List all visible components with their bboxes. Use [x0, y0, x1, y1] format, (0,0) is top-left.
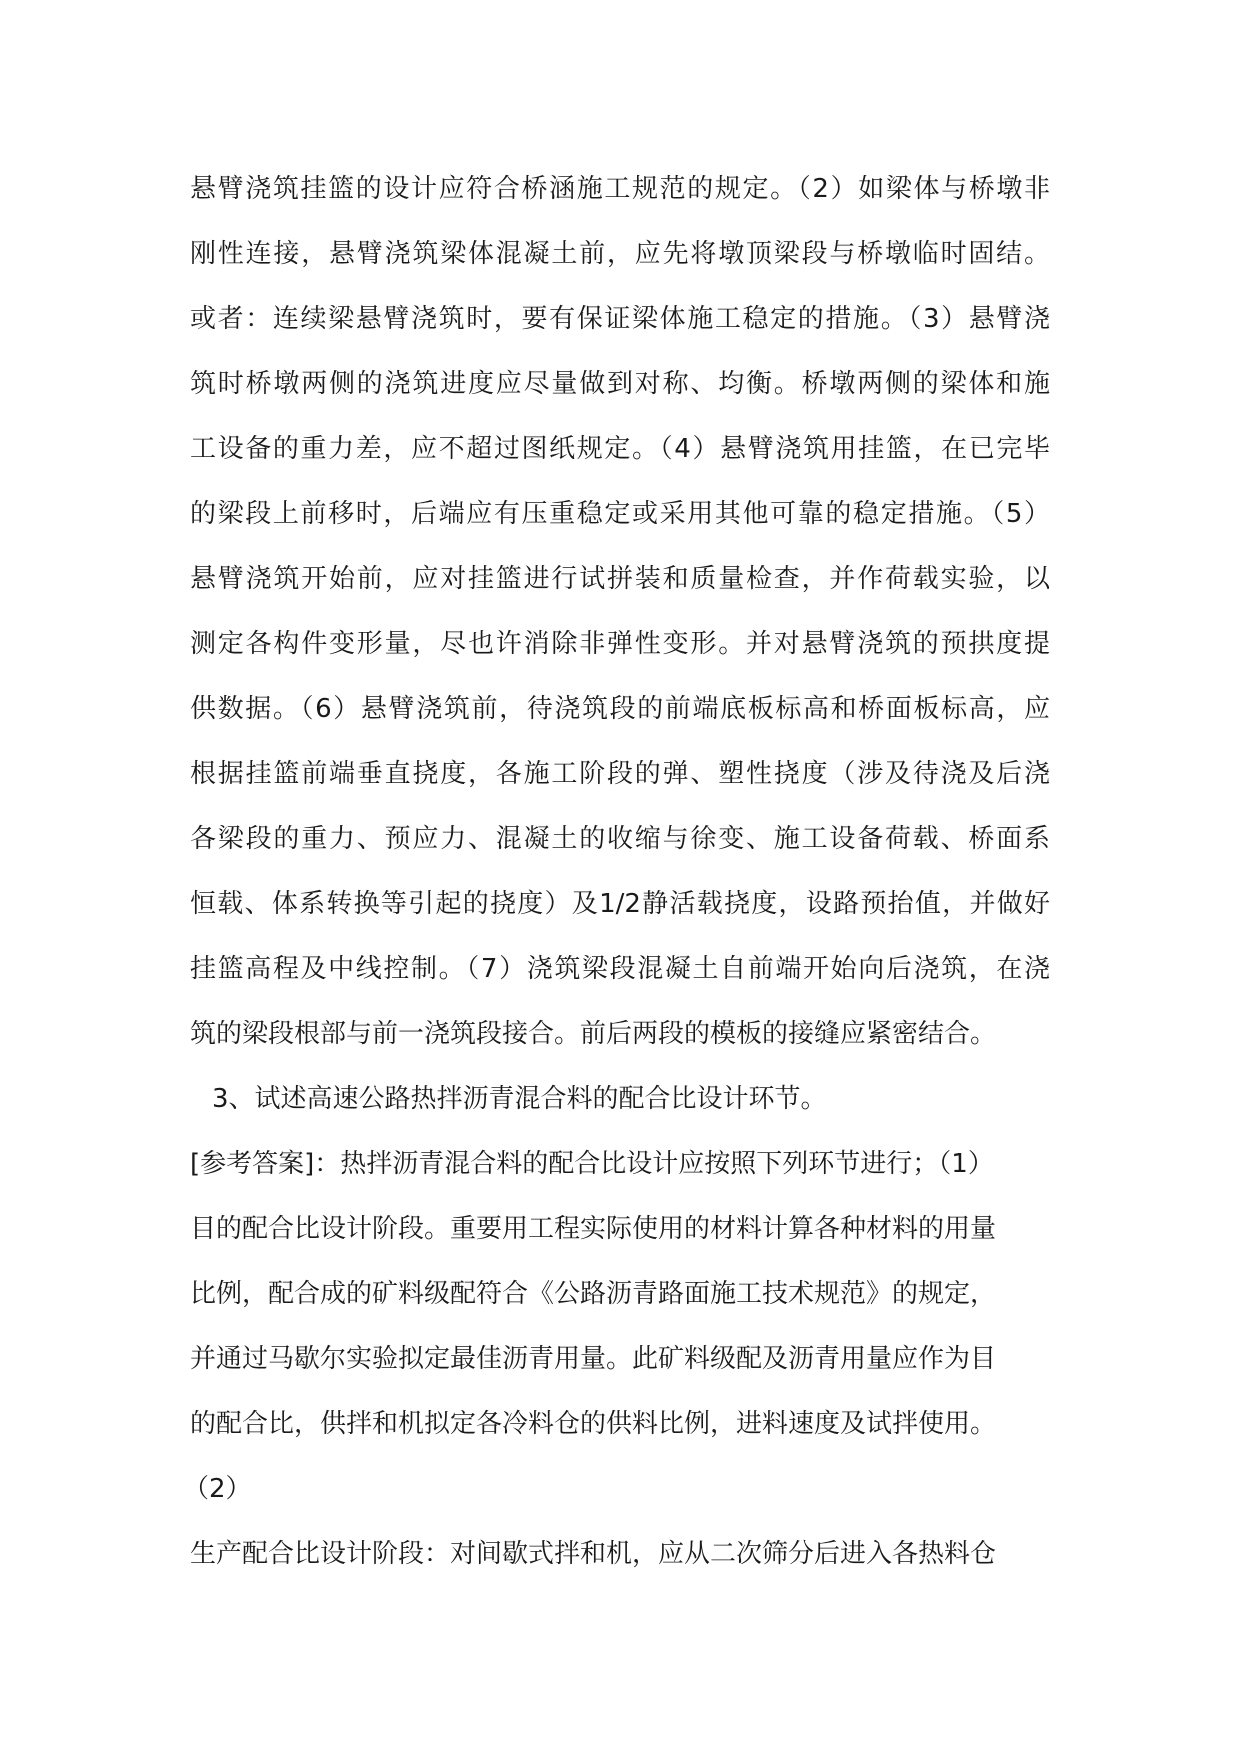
text-line: 的梁段上前移时，后端应有压重稳定或采用其他可靠的稳定措施。（5）: [190, 499, 1050, 529]
text-line: 各梁段的重力、预应力、混凝土的收缩与徐变、施工设备荷载、桥面系: [190, 824, 1050, 854]
text-line: 挂篮高程及中线控制。（7）浇筑梁段混凝土自前端开始向后浇筑，在浇: [190, 954, 1050, 984]
text-line: 或者：连续梁悬臂浇筑时，要有保证梁体施工稳定的措施。（3）悬臂浇: [190, 304, 1050, 334]
text-line: 生产配合比设计阶段：对间歇式拌和机，应从二次筛分后进入各热料仓: [190, 1539, 997, 1569]
text-line: 悬臂浇筑开始前，应对挂篮进行试拼装和质量检查，并作荷载实验，以: [190, 564, 1050, 594]
text-line: 工设备的重力差，应不超过图纸规定。（4）悬臂浇筑用挂篮，在已完毕: [190, 434, 1050, 464]
answer-label-line: [参考答案]：热拌沥青混合料的配合比设计应按照下列环节进行；（1）: [190, 1149, 994, 1179]
text-line: 比例，配合成的矿料级配符合《公路沥青路面施工技术规范》的规定，: [190, 1279, 997, 1309]
text-line: 筑时桥墩两侧的浇筑进度应尽量做到对称、均衡。桥墩两侧的梁体和施: [190, 369, 1050, 399]
text-line: 根据挂篮前端垂直挠度，各施工阶段的弹、塑性挠度（涉及待浇及后浇: [190, 759, 1050, 789]
document-body: [183, 157, 1050, 1587]
question-heading: 3、试述高速公路热拌沥青混合料的配合比设计环节。: [212, 1084, 827, 1114]
text-line: 供数据。（6）悬臂浇筑前，待浇筑段的前端底板标高和桥面板标高，应: [190, 694, 1050, 724]
text-line: 筑的梁段根部与前一浇筑段接合。前后两段的模板的接缝应紧密结合。: [190, 1019, 997, 1049]
text-line: 测定各构件变形量，尽也许消除非弹性变形。并对悬臂浇筑的预拱度提: [190, 629, 1050, 659]
item-number: （2）: [183, 1474, 252, 1504]
text-line: 的配合比，供拌和机拟定各冷料仓的供料比例，进料速度及试拌使用。: [190, 1409, 997, 1439]
text-line: 刚性连接，悬臂浇筑梁体混凝土前，应先将墩顶梁段与桥墩临时固结。: [190, 239, 1050, 269]
text-line: 悬臂浇筑挂篮的设计应符合桥涵施工规范的规定。（2）如梁体与桥墩非: [190, 174, 1050, 204]
text-line: 恒载、体系转换等引起的挠度）及1/2静活载挠度，设路预抬值，并做好: [190, 889, 1050, 919]
text-line: 目的配合比设计阶段。重要用工程实际使用的材料计算各种材料的用量: [190, 1214, 997, 1244]
text-line: 并通过马歇尔实验拟定最佳沥青用量。此矿料级配及沥青用量应作为目: [190, 1344, 997, 1374]
